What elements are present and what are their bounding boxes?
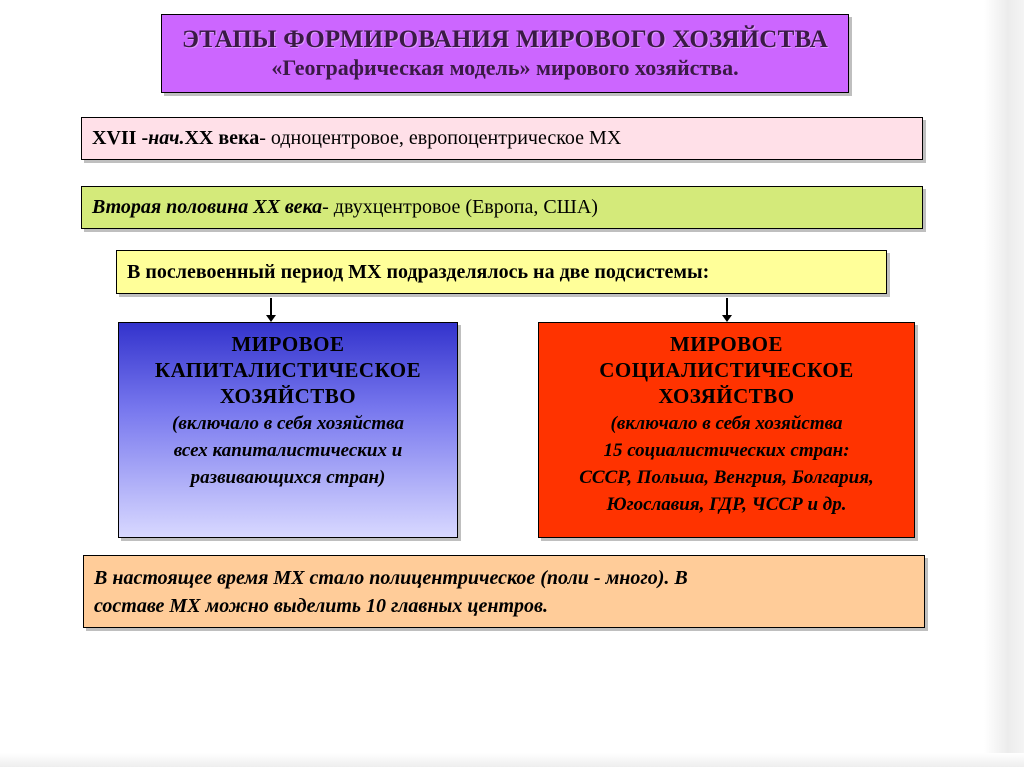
present-line-2: составе МХ можно выделить 10 главных центров. (94, 595, 548, 617)
stage-2-box (81, 186, 923, 229)
socialist-desc-1: (включало в себя хозяйства (610, 413, 843, 434)
stage-1-description: - одноцентровое, европоцентрическое МХ (259, 127, 622, 149)
stage-1-period-end: XX века (184, 127, 260, 149)
stage-2-description: - двухцентровое (Европа, США) (322, 196, 598, 218)
socialist-desc-3: СССР, Польша, Венгрия, Болгария, (579, 467, 874, 488)
capitalist-desc-3: развивающихся стран) (190, 467, 386, 488)
title-subtitle: «Географическая модель» мирового хозяйства. (271, 55, 739, 80)
socialist-head-1: МИРОВОЕ (669, 332, 784, 356)
title-box (161, 14, 849, 93)
stage-1-period-early: нач. (148, 127, 185, 149)
stage-1-period-start: XVII - (92, 127, 149, 149)
socialist-head-2: СОЦИАЛИСТИЧЕСКОЕ (599, 358, 854, 382)
capitalist-head-3: ХОЗЯЙСТВО (219, 384, 357, 408)
slide-edge-right (984, 0, 1024, 767)
title-main: ЭТАПЫ ФОРМИРОВАНИЯ МИРОВОГО ХОЗЯЙСТВА (181, 26, 828, 53)
postwar-text: В послевоенный период МХ подразделялось на две подсистемы: (127, 260, 710, 283)
socialist-economy-box (538, 322, 915, 538)
arrow-down-left (270, 298, 272, 316)
present-line-1: В настоящее время МХ стало полицентрическое (поли - много). В (94, 567, 688, 589)
capitalist-desc-1: (включало в себя хозяйства (172, 413, 404, 434)
stage-2-period: Вторая половина XX века (92, 196, 323, 218)
capitalist-head-2: КАПИТАЛИСТИЧЕСКОЕ (154, 358, 422, 382)
capitalist-head-1: МИРОВОЕ (231, 332, 345, 356)
postwar-box (116, 250, 887, 294)
capitalist-desc-2: всех капиталистических и (173, 440, 403, 461)
arrow-down-right (726, 298, 728, 316)
capitalist-economy-box (118, 322, 458, 538)
present-box (83, 555, 925, 628)
stage-1-box (81, 117, 923, 160)
socialist-head-3: ХОЗЯЙСТВО (658, 384, 795, 408)
slide-edge-bottom (0, 753, 1024, 767)
socialist-desc-2: 15 социалистических стран: (603, 440, 850, 461)
socialist-desc-4: Югославия, ГДР, ЧССР и др. (606, 494, 847, 515)
